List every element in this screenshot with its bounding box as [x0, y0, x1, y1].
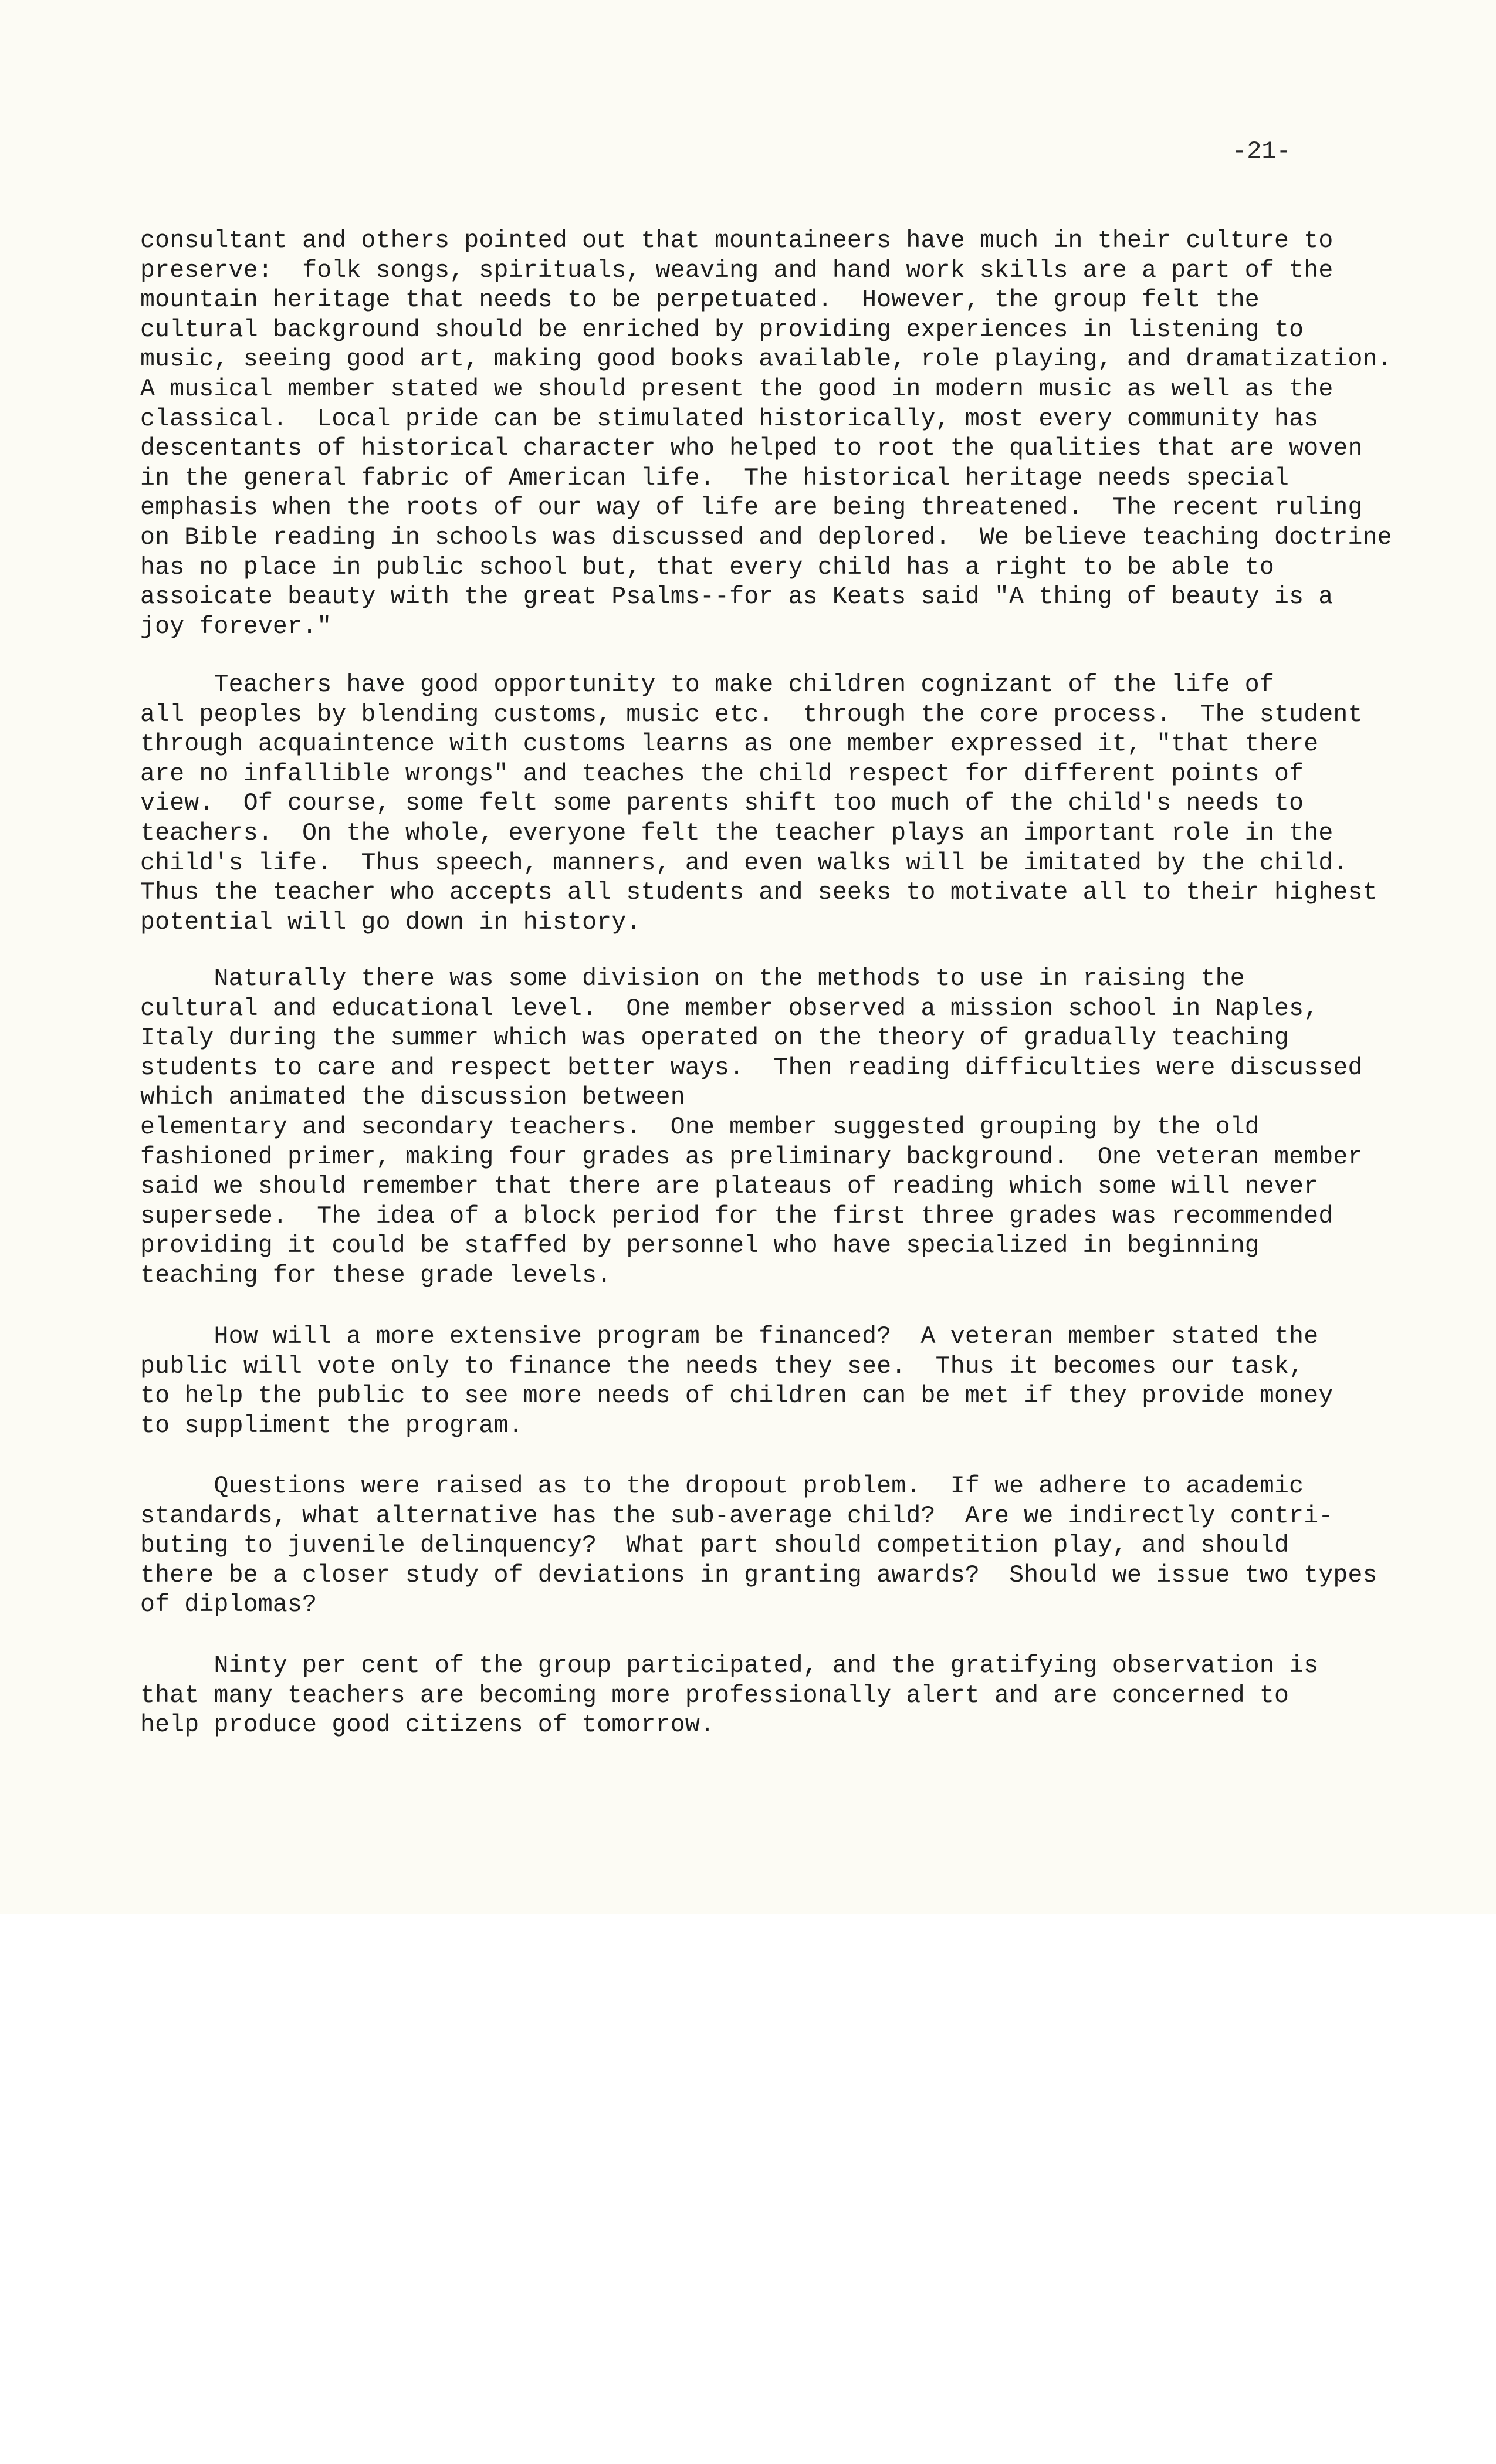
text-line: Thus the teacher who accepts all students and seeks to motivate all to their highest — [140, 879, 1377, 907]
paragraph-methods-division — [140, 964, 1363, 1291]
text-line: child's life. Thus speech, manners, and even walks will be imitated by the child. — [140, 849, 1348, 877]
text-line: potential will go down in history. — [140, 908, 641, 936]
text-line: teachers. On the whole, everyone felt the teacher plays an important role in the — [140, 819, 1333, 847]
text-line: public will vote only to finance the needs they see. Thus it becomes our task, — [140, 1352, 1304, 1380]
text-line: Questions were raised as to the dropout problem. If we adhere to academic — [140, 1473, 1304, 1500]
text-line: cultural and educational level. One member observed a mission school in Naples, — [140, 994, 1319, 1023]
text-line: buting to juvenile delinquency? What part should competition play, and should — [140, 1532, 1289, 1560]
text-line: all peoples by blending customs, music etc. through the core process. The student — [140, 700, 1363, 729]
text-line: A musical member stated we should present the good in modern music as well as the — [140, 375, 1333, 403]
text-line: to suppliment the program. — [140, 1412, 523, 1440]
text-line: mountain heritage that needs to be perpetuated. However, the group felt the — [140, 286, 1260, 314]
paragraph-cultural-heritage — [140, 226, 1392, 642]
text-line: that many teachers are becoming more professionally alert and are concerned to — [140, 1681, 1289, 1710]
paragraph-teachers-opportunity — [140, 671, 1377, 937]
paragraph-dropout-questions — [140, 1472, 1377, 1620]
text-line: there be a closer study of deviations in granting awards? Should we issue two types — [140, 1561, 1377, 1589]
text-line: view. Of course, some felt some parents shift too much of the child's needs to — [140, 790, 1304, 818]
page-number: -21- — [1232, 137, 1291, 165]
text-line: fashioned primer, making four grades as preliminary background. One veteran member — [140, 1143, 1363, 1171]
text-line: which animated the discussion between — [140, 1084, 685, 1112]
text-line: emphasis when the roots of our way of life are being threatened. The recent ruling — [140, 494, 1363, 522]
text-line: Italy during the summer which was operated on the theory of gradually teaching — [140, 1024, 1289, 1052]
text-line: standards, what alternative has the sub-average child? Are we indirectly contri- — [140, 1502, 1333, 1530]
text-line: students to care and respect better ways. Then reading difficulties were discussed — [140, 1054, 1363, 1082]
text-line: descentants of historical character who helped to root the qualities that are woven — [140, 435, 1363, 463]
text-line: said we should remember that there are plateaus of reading which some will never — [140, 1173, 1319, 1201]
text-line: has no place in public school but, that every child has a right to be able to — [140, 553, 1275, 581]
text-line: Ninty per cent of the group participated, and the gratifying observation is — [140, 1652, 1319, 1680]
text-line: of diplomas? — [140, 1591, 317, 1619]
text-line: Teachers have good opportunity to make children cognizant of the life of — [140, 671, 1275, 699]
text-line: Naturally there was some division on the methods to use in raising the — [140, 965, 1245, 993]
text-line: are no infallible wrongs" and teaches the child respect for different points of — [140, 760, 1304, 788]
text-line: cultural background should be enriched by providing experiences in listening to — [140, 316, 1304, 344]
text-line: music, seeing good art, making good books available, role playing, and dramatization. — [140, 346, 1392, 374]
text-line: joy forever." — [140, 612, 332, 641]
text-line: assoicate beauty with the great Psalms--for as Keats said "A thing of beauty is a — [140, 583, 1333, 611]
text-line: classical. Local pride can be stimulated historically, most every community has — [140, 405, 1319, 433]
paragraph-financing — [140, 1322, 1333, 1441]
text-line: through acquaintence with customs learns as one member expressed it, "that there — [140, 730, 1319, 759]
text-line: elementary and secondary teachers. One member suggested grouping by the old — [140, 1113, 1260, 1141]
text-line: in the general fabric of American life. The historical heritage needs special — [140, 464, 1289, 492]
text-line: on Bible reading in schools was discussed and deplored. We believe teaching doctrine — [140, 523, 1392, 551]
text-line: consultant and others pointed out that mountaineers have much in their culture to — [140, 227, 1333, 255]
text-line: preserve: folk songs, spirituals, weaving and hand work skills are a part of the — [140, 256, 1333, 285]
paragraph-conclusion — [140, 1651, 1318, 1741]
text-line: to help the public to see more needs of children can be met if they provide money — [140, 1382, 1333, 1410]
text-line: help produce good citizens of tomorrow. — [140, 1711, 715, 1739]
text-line: How will a more extensive program be financed? A veteran member stated the — [140, 1323, 1319, 1351]
text-line: providing it could be staffed by personnel who have specialized in beginning — [140, 1232, 1260, 1260]
text-line: teaching for these grade levels. — [140, 1261, 612, 1289]
text-line: supersede. The idea of a block period for the first three grades was recommended — [140, 1202, 1333, 1230]
